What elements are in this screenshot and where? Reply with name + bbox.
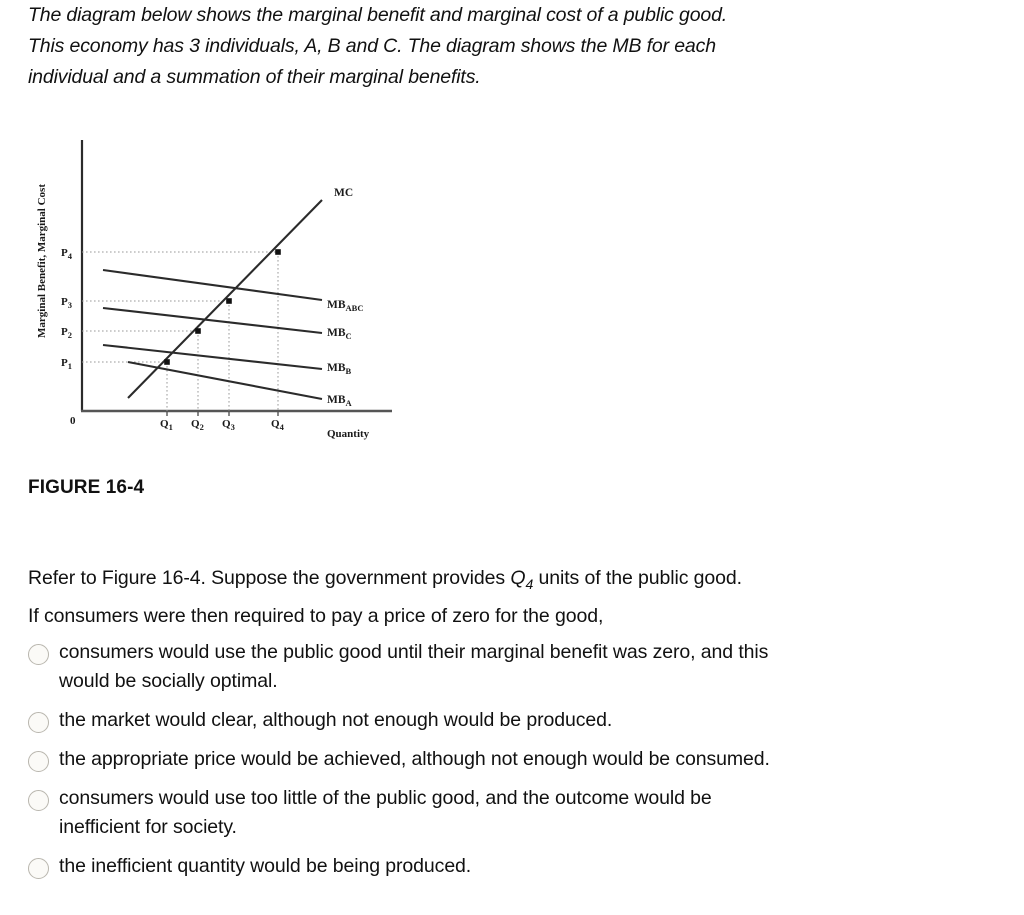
curve-label-mb-c: $MB_C$ [327,327,352,341]
y-axis-title: Marginal Benefit, Marginal Cost [36,184,48,338]
intersection-q2-p2 [195,328,201,334]
option-row-e[interactable] [28,852,798,881]
intersection-q4-p4 [275,249,281,255]
option-row-a[interactable] [28,638,798,696]
option-row-d[interactable] [28,784,798,842]
option-label-a[interactable]: consumers would use the public good until their marginal benefit was zero, and this would be socially optimal. [59,641,769,692]
question-line-2: If consumers were then required to pay a price of zero for the good, [28,604,604,627]
intersection-q1-p1 [164,359,170,365]
stem-line-2: This economy has 3 individuals, A, B and C. The diagram shows the MB for each [28,35,716,57]
stem-line-3: individual and a summation of their marginal benefits. [28,66,481,88]
origin-label: 0 [70,415,76,427]
public-good-mb-mc-chart [28,128,428,458]
curve-label-mc: MC [334,187,354,199]
figure-caption: FIGURE 16-4 [28,477,145,498]
question-var-q4: $Q_4$ [510,567,534,592]
option-label-c[interactable]: the appropriate price would be achieved, although not enough would be consumed. [59,748,770,770]
option-row-b[interactable] [28,706,798,735]
y-tick-label-p4: $P_4$ [61,247,72,261]
question-line-1 [28,562,788,600]
radio-button-b[interactable] [28,712,49,733]
y-tick-label-p3: $P_3$ [61,296,72,310]
radio-button-c[interactable] [28,751,49,772]
option-row-c[interactable] [28,745,798,774]
mb-abc-curve [103,270,322,300]
mb-a-curve [128,362,322,399]
question-line-1b: units of the public good. [533,567,742,589]
option-label-b[interactable]: the market would clear, although not enough would be produced. [59,709,613,731]
intersection-q3-p3 [226,298,232,304]
radio-button-a[interactable] [28,644,49,665]
curve-label-mb-b: $MB_B$ [327,362,352,376]
question-text [28,562,788,632]
radio-button-e[interactable] [28,858,49,879]
mb-b-curve [103,345,322,369]
curve-label-mb-abc: $MB_{ABC}$ [327,299,364,313]
curve-label-mb-a: $MB_A$ [327,394,352,408]
x-tick-label-q1: $Q_1$ [160,418,173,432]
question-stem [28,0,788,93]
y-tick-label-p1: $P_1$ [61,357,72,371]
y-tick-label-p2: $P_2$ [61,326,72,340]
x-tick-label-q3: $Q_3$ [222,418,235,432]
x-tick-label-q4: $Q_4$ [271,418,284,432]
figure-16-4-diagram [28,128,428,458]
radio-button-d[interactable] [28,790,49,811]
question-line-1a: Refer to Figure 16-4. Suppose the government provides [28,567,511,589]
option-label-d[interactable]: consumers would use too little of the public good, and the outcome would be inefficient for society. [59,787,712,838]
x-axis-title: Quantity [327,428,370,440]
stem-line-1: The diagram below shows the marginal benefit and marginal cost of a public good. [28,4,728,26]
answer-options-list [28,638,798,891]
x-tick-label-q2: $Q_2$ [191,418,204,432]
option-label-e[interactable]: the inefficient quantity would be being produced. [59,855,472,877]
